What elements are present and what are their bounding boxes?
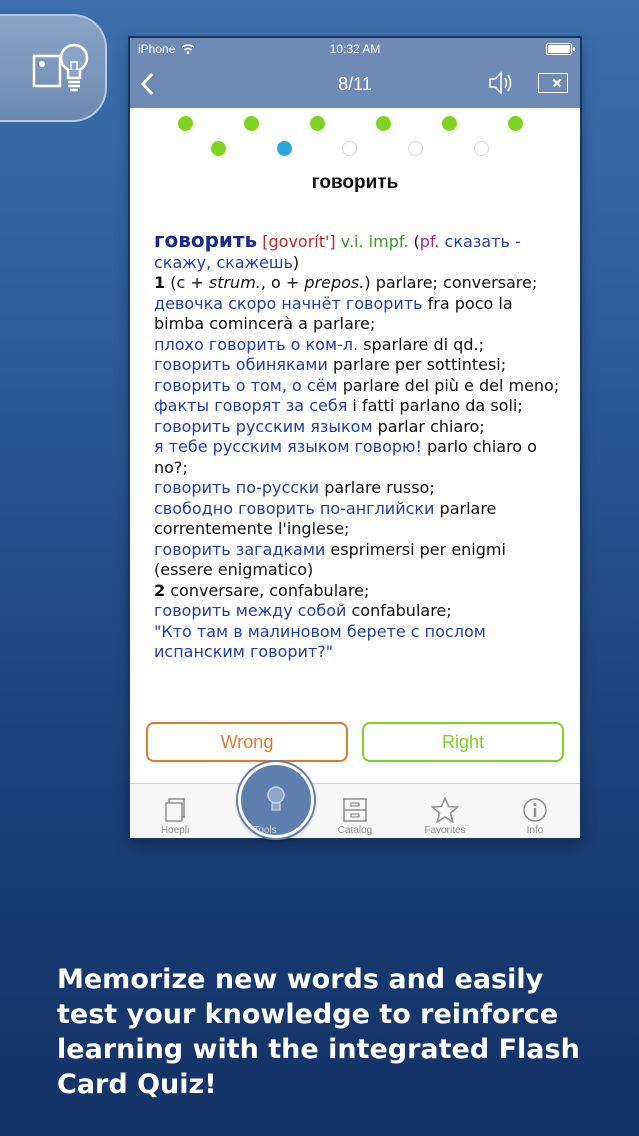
progress-dot: [508, 116, 523, 131]
example-line: [154, 396, 560, 417]
example-russian: говорить по-русски: [154, 478, 320, 497]
example-russian: говорить русским языком: [154, 416, 373, 436]
status-time: 10:32 AM: [329, 42, 381, 56]
progress-dot: [211, 141, 226, 156]
entry-grammar: v.i. impf.: [340, 232, 409, 251]
example-line: [154, 540, 560, 581]
tab-label: Hoepli: [160, 825, 190, 836]
progress-dots: [130, 108, 580, 164]
star-icon: [431, 797, 459, 823]
chevron-left-icon: [140, 72, 154, 96]
entry-pronunciation: [govorít']: [262, 232, 336, 251]
tab-bar: [130, 783, 580, 838]
sense-grammar-pre: (с +: [170, 273, 209, 292]
example-russian: говорить о том, о сём: [154, 375, 338, 395]
example-translation: sparlare di qd.;: [358, 334, 484, 354]
sense-number: 1: [154, 273, 166, 292]
example-translation: parlar chiaro;: [372, 416, 485, 436]
example-line: [154, 294, 560, 335]
nav-bar: [130, 60, 580, 108]
example-line: [154, 622, 560, 663]
sense-translation-2: conversare, confabulare;: [170, 580, 370, 600]
progress-dot: [244, 116, 259, 131]
tab-label: Favorites: [424, 825, 466, 836]
progress-dot: [178, 116, 193, 131]
progress-dot: [342, 141, 357, 156]
progress-dot: [408, 141, 423, 156]
progress-dot: [310, 116, 325, 131]
tab-label: Tools: [253, 825, 277, 836]
example-line: [154, 355, 560, 376]
example-russian: говорить обиняками: [154, 355, 328, 374]
app-badge: [0, 14, 107, 122]
back-button[interactable]: [140, 72, 154, 100]
progress-dot: [474, 141, 489, 156]
example-russian: свободно говорить по-английски: [154, 498, 435, 518]
example-translation: parlare correntemente l'inglese;: [154, 498, 497, 538]
example-translation: parlare del più e del meno;: [337, 375, 560, 395]
example-translation: fra poco la bimba comincerà a parlare;: [154, 293, 513, 333]
sense-translation: ) parlare; conversare;: [364, 273, 538, 292]
example-line: [154, 417, 560, 438]
tab-hoepli[interactable]: [130, 784, 220, 838]
example-line: [154, 376, 560, 397]
sense-number-2: 2: [154, 580, 166, 600]
example-russian: говорить загадками: [154, 539, 326, 559]
card-headword: говорить: [311, 172, 399, 193]
example-translation: parlare russo;: [319, 478, 435, 497]
example-line: [154, 601, 560, 622]
example-russian: я тебе русским языком говорю!: [154, 437, 422, 456]
tab-tools[interactable]: [220, 784, 310, 838]
example-translation: confabulare;: [346, 601, 452, 620]
sense-grammar-mid: , о +: [260, 273, 305, 292]
dictionary-entry: говорить [govorít'] v.i. impf. (pf. сказать - скажу, скажешь) 1 (с + strum., о + prepos.) parlare; conversare; девочка скоро начнёт говорить fra poco la bimba comincerà a parlare; плохо говорить о ком-л. sparlare di qd.; говорить обиняками parlare per sottintesi; говорить о том, о сём parlare del più e del meno; факты говорят за себя i fatti parlano da soli; говорить русским языком parlar chiaro; я тебе русским языком говорю! parlo chiaro o no?; говорить по-русски parlare russo; свободно говорить по-английски parlare correntemente l'inglese; говорить загадками esprimersi per enigmi (essere enigmatico) 2 conversare, confabulare; говорить между собой confabulare; "Кто там в малиновом берете с послом испанским говорит?": [154, 230, 560, 661]
example-russian: факты говорят за себя: [154, 396, 348, 415]
example-translation: i fatti parlano da soli;: [347, 396, 523, 415]
tab-favorites[interactable]: [400, 784, 490, 838]
close-quiz-button[interactable]: [538, 73, 568, 93]
drawers-icon: [342, 797, 368, 823]
example-line: [154, 437, 560, 478]
example-line: [154, 478, 560, 499]
right-button[interactable]: Right: [362, 722, 564, 762]
progress-dot: [376, 116, 391, 131]
entry-pf-forms: сказать - скажу, скажешь: [154, 232, 521, 272]
answer-buttons: [146, 722, 564, 762]
example-russian: девочка скоро начнёт говорить: [154, 293, 423, 313]
example-translation: esprimersi per enigmi (essere enigmatico): [154, 539, 506, 579]
examples-sense-2: [154, 601, 560, 663]
lightbulb-icon: [265, 785, 287, 813]
example-russian: "Кто там в малиновом берете с послом испанским говорит?": [154, 621, 486, 661]
info-icon: [522, 797, 548, 823]
example-translation: parlo chiaro o no?;: [154, 437, 537, 477]
carrier-label: iPhone: [138, 42, 176, 56]
example-line: [154, 499, 560, 540]
sound-button[interactable]: [488, 70, 516, 100]
entry-lemma: говорить: [154, 230, 258, 252]
sense-grammar-prepos: prepos.: [304, 273, 365, 292]
example-translation: parlare per sottintesi;: [327, 355, 507, 374]
progress-dot: [277, 141, 292, 156]
example-russian: плохо говорить о ком-л.: [154, 334, 359, 354]
tab-catalog[interactable]: [310, 784, 400, 838]
example-line: [154, 335, 560, 356]
book-icon: [164, 797, 186, 823]
tab-info[interactable]: [490, 784, 580, 838]
speaker-icon: [488, 70, 516, 96]
examples-sense-1: [154, 294, 560, 581]
promo-caption: Memorize new words and easily test your knowledge to reinforce learning with the integrated Flash Card Quiz!: [57, 964, 580, 1100]
example-russian: говорить между собой: [154, 601, 347, 620]
wrong-button[interactable]: Wrong: [146, 722, 348, 762]
entry-pf-label: pf.: [419, 232, 440, 251]
tab-label: Info: [526, 825, 544, 836]
card-counter: 8/11: [338, 73, 372, 94]
tab-label: Catalog: [337, 825, 373, 836]
sense-grammar-strum: strum.: [208, 273, 261, 292]
flashcard-bulb-icon: [30, 40, 94, 100]
phone-screen: [130, 38, 580, 838]
progress-dot: [442, 116, 457, 131]
